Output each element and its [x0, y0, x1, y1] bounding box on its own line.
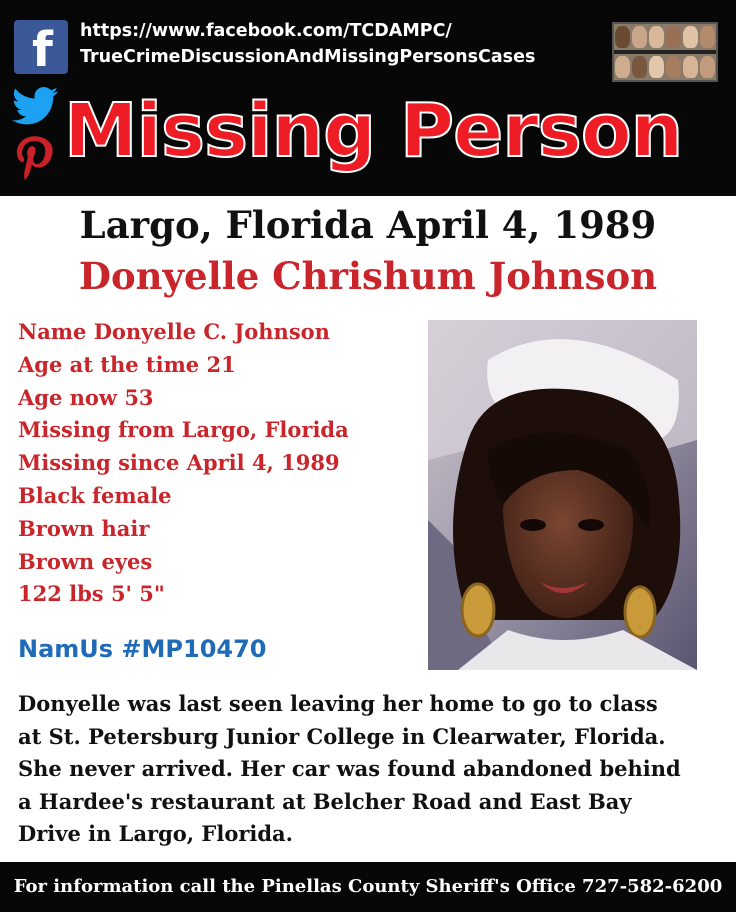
detail-race-sex: Black female — [18, 482, 172, 508]
group-logo-thumbnail — [612, 22, 718, 82]
detail-age-now: Age now 53 — [18, 384, 154, 410]
description-line: Donyelle was last seen leaving her home to go to class — [18, 691, 658, 716]
twitter-icon[interactable] — [12, 86, 58, 126]
header-banner — [0, 0, 736, 196]
case-description — [18, 688, 728, 851]
contact-info: For information call the Pinellas County Sheriff's Office 727-582-6200 — [13, 876, 723, 897]
location-date: Largo, Florida April 4, 1989 — [79, 203, 657, 247]
description-line: a Hardee's restaurant at Belcher Road and East Bay — [18, 788, 632, 814]
description-line: at St. Petersburg Junior College in Clearwater, Florida. — [18, 723, 666, 749]
footer-bar — [0, 862, 736, 912]
facebook-glyph: f — [32, 22, 53, 78]
detail-age-at-time: Age at the time 21 — [18, 351, 236, 377]
namus-case-number: NamUs #MP10470 — [18, 635, 267, 663]
person-name: Donyelle Chrishum Johnson — [78, 254, 658, 298]
detail-hair: Brown hair — [18, 515, 150, 541]
detail-height-weight: 122 lbs 5' 5" — [18, 581, 165, 607]
description-line: She never arrived. Her car was found abandoned behind — [18, 756, 681, 782]
pinterest-icon[interactable] — [15, 136, 53, 182]
detail-name: Name Donyelle C. Johnson — [18, 319, 330, 344]
detail-eyes: Brown eyes — [18, 548, 153, 574]
description-line: Drive in Largo, Florida. — [18, 821, 293, 847]
url-line-1: https://www.facebook.com/TCDAMPC/ — [80, 21, 452, 41]
missing-person-photo — [428, 320, 697, 670]
url-line-2: TrueCrimeDiscussionAndMissingPersonsCases — [80, 47, 536, 67]
details-list — [18, 316, 418, 611]
poster-title: Missing Person — [64, 88, 683, 174]
facebook-url[interactable] — [80, 18, 535, 70]
detail-missing-from: Missing from Largo, Florida — [18, 417, 349, 443]
detail-missing-since: Missing since April 4, 1989 — [18, 450, 340, 476]
facebook-icon[interactable] — [14, 20, 68, 78]
